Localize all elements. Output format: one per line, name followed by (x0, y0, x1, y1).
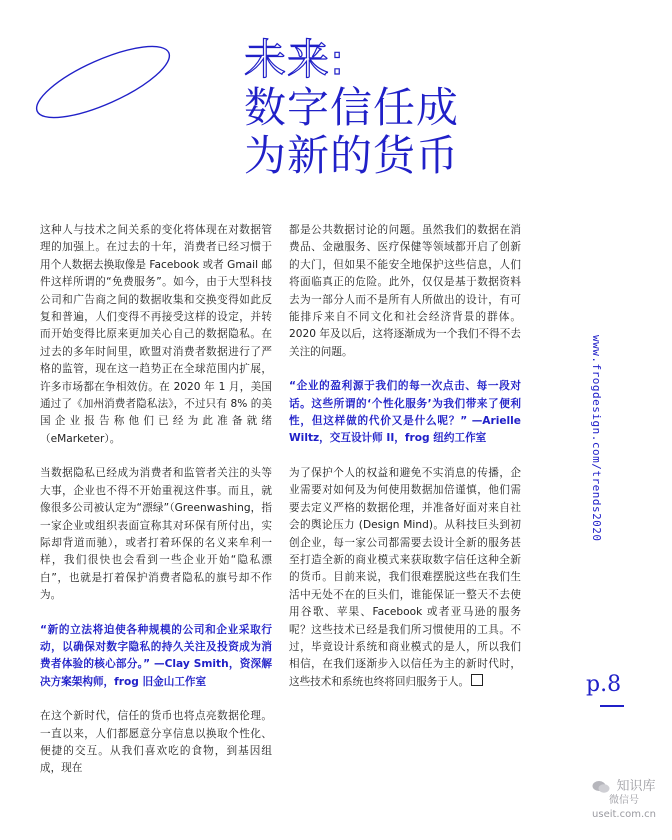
title-line-3: 为新的货币 (244, 131, 460, 180)
pull-quote: “新的立法将迫使各种规模的公司和企业采取行动，以确保对数字隐私的持久关注及投资成为消费者体验的核心部分。” —Clay Smith，资深解决方案架构师，frog 旧金山工作室 (40, 623, 272, 688)
title-outline-line: 未来: (244, 35, 346, 84)
paragraph-text: 为了保护个人的权益和避免不实消息的传播，企业需要对如何及为何使用数据加倍谨慎，他们需要去定义严格的数据伦理，并准备好面对来自社会的舆论压力 (Design Mind)。从科技巨头到初创企业，每一家公司都需要去设计全新的服务甚至打造全新的商业模式来获取数字信任这种全新的货币。目前来说，我们很难摆脱这些在我们生活中无处不在的巨头们，谁能保证一整天不去使用谷歌、苹果、Facebook 或者亚马逊的服务呢？这些技术已经是我们所习惯使用的工具。不过，毕竟设计系统和商业模式的是人，所以我们相信，在我们逐渐步入以信任为主的新时代时，这些技术和系统也终将回归服务于人。 (289, 466, 521, 688)
right-column (289, 222, 521, 708)
end-mark-icon (471, 674, 483, 686)
paragraph: 都是公共数据讨论的问题。虽然我们的数据在消费品、金融服务、医疗保健等领域都开启了创新的大门，但如果不能安全地保护这些信息，人们将面临真正的危险。此外，仅仅是基于数据资料去为一部分人而不是所有人所做出的设计，有可能排斥来自不同文化和社会经济背景的群体。2020 年及以后，这将逐渐成为一个我们不得不去关注的问题。 (289, 224, 521, 358)
pull-quote: “企业的盈利源于我们的每一次点击、每一段对话。这些所谓的‘个性化服务’为我们带来了便利性，但这样做的代价又是什么呢？” —Arielle Wiltz，交互设计师 II，frog 纽约工作室 (289, 380, 521, 445)
watermark-name: 知识库 (616, 779, 656, 794)
side-url[interactable]: www.frogdesign.com/trends2020 (590, 335, 603, 542)
wechat-icon (592, 780, 610, 794)
paragraph: 当数据隐私已经成为消费者和监管者关注的头等大事，企业也不得不开始重视这件事。而且，就像很多公司被认定为“漂绿”（Greenwashing，指一家企业或组织表面宣称其对环保有所付出，实际却背道而驰），或者打着环保的名义来牟利一样，我们很快也会看到一些企业开始“隐私漂白”，也就是打着保护消费者隐私的旗号却不作为。 (40, 467, 272, 602)
page-number-text: p.8 (586, 672, 622, 697)
page-title (244, 36, 459, 180)
page-number-underline (600, 705, 624, 707)
watermark (584, 780, 664, 822)
left-column (40, 222, 272, 795)
title-line-2: 数字信任成 (244, 83, 460, 132)
decorative-ellipse (28, 40, 178, 124)
watermark-id: 微信号 useit.com.cn (592, 795, 656, 820)
page-number (586, 672, 621, 697)
paragraph: 这种人与技术之间关系的变化将体现在对数据管理的加强上。在过去的十年，消费者已经习惯于用个人数据去换取像是 Facebook 或者 Gmail 邮件这样所谓的“免费服务”。如今，由于大型科技公司和广告商之间的数据收集和交换变得如此反复和普遍，人们变得不再接受这样的设定，并转而开始变得比原来更加关心自己的数据隐私。在过去的多年时间里，欧盟对消费者数据进行了严格的监管，现在这一趋势正在全球范围内扩展，许多市场都在争相效仿。在 2020 年 1 月，美国通过了《加州消费者隐私法》，不过只有 8% 的美国企业报告称他们已经为此准备就绪（eMarketer）。 (40, 224, 272, 445)
paragraph: 在这个新时代，信任的货币也将点亮数据伦理。一直以来，人们都愿意分享信息以换取个性化、便捷的交互。从我们喜欢吃的食物，到基因组成，现在 (40, 710, 272, 775)
paragraph (289, 465, 521, 691)
